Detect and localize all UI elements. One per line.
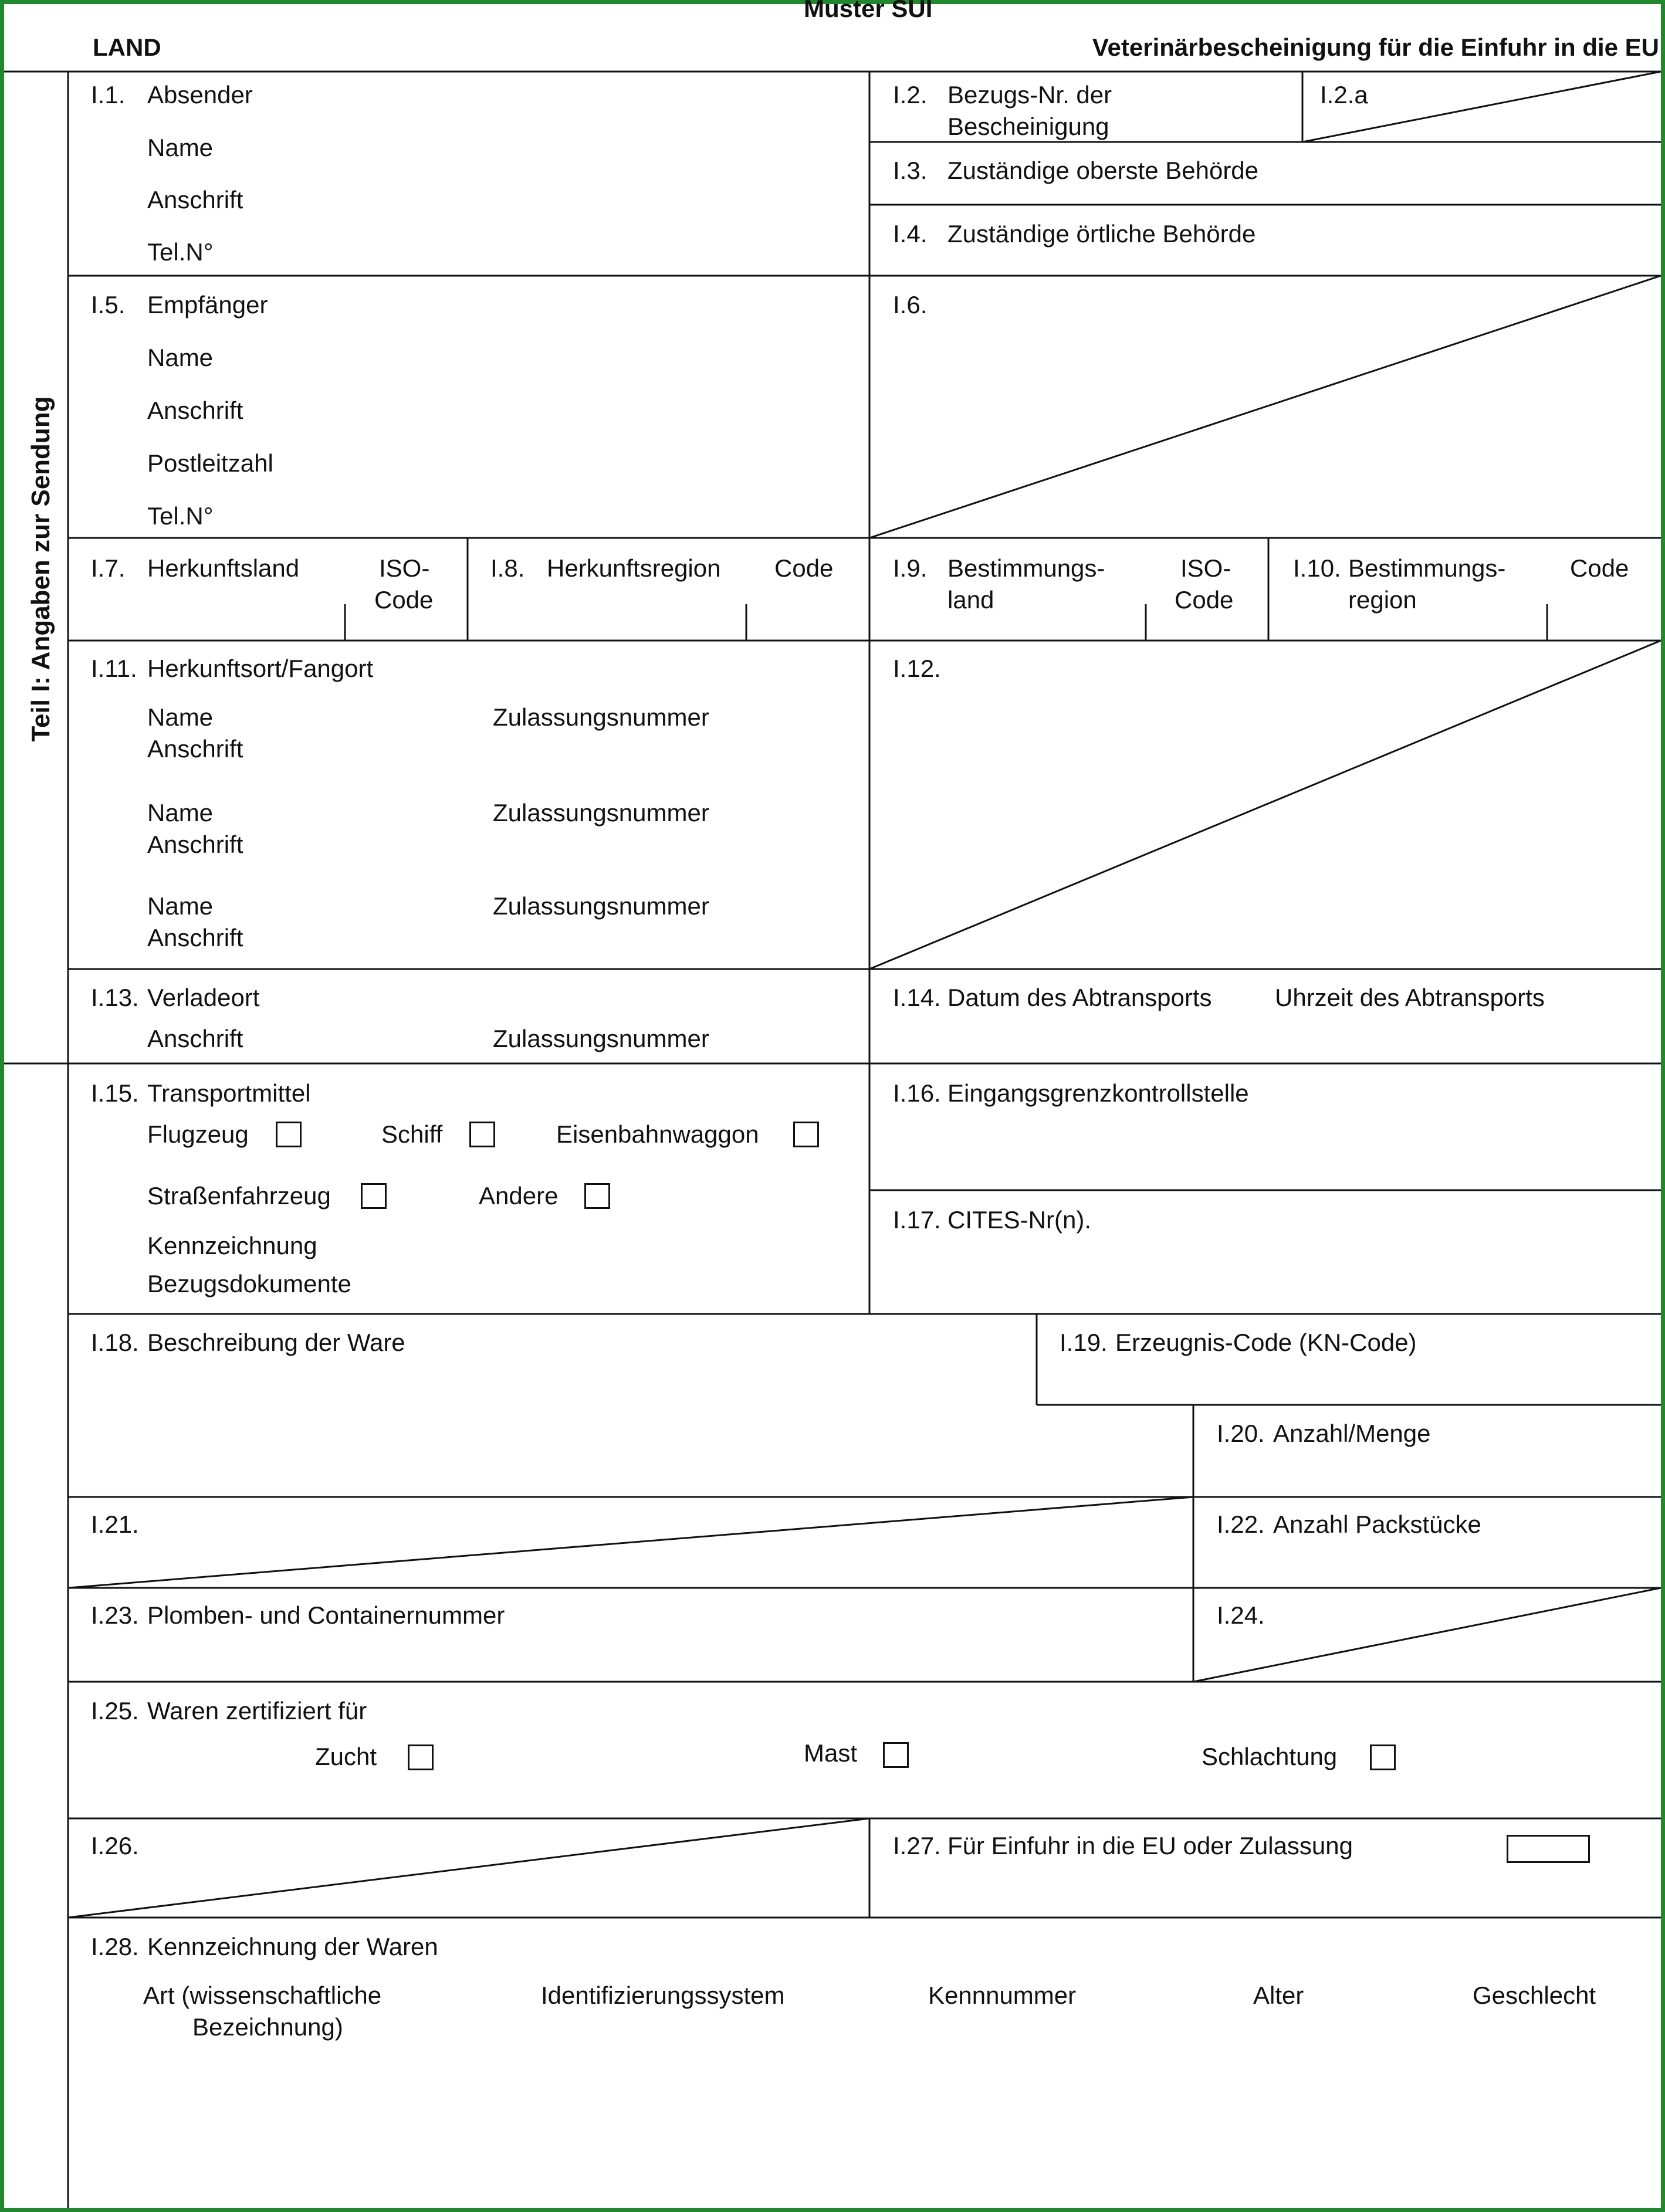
other-label: Andere [479, 1182, 559, 1210]
address-label: Anschrift [147, 831, 243, 858]
address-label: Anschrift [147, 735, 243, 763]
box-title-line-2: region [1348, 586, 1417, 614]
other-checkbox[interactable] [584, 1183, 610, 1209]
box-title: Herkunftsort/Fangort [147, 655, 374, 682]
departure-time-label: Uhrzeit des Abtransports [1275, 984, 1545, 1011]
iso-code-line-2: Code [1175, 586, 1234, 614]
approval-number-label: Zulassungsnummer [493, 703, 709, 731]
identification-label: Kennzeichnung [147, 1232, 317, 1259]
documents-label: Bezugsdokumente [147, 1270, 351, 1298]
code-label: Code [1570, 554, 1629, 582]
box-title: CITES-Nr(n). [947, 1206, 1091, 1234]
box-title-line-2: Bescheinigung [947, 113, 1109, 140]
box-title: Absender [147, 81, 253, 109]
box-title: Herkunftsland [147, 554, 300, 582]
box-number: I.27. [893, 1832, 941, 1859]
box-title-line-1: Bestimmungs- [1348, 554, 1506, 582]
box-number: I.5. [91, 291, 126, 319]
address-label: Anschrift [147, 1025, 243, 1052]
name-label: Name [147, 134, 214, 161]
road-vehicle-label: Straßenfahrzeug [147, 1182, 331, 1210]
iso-code-line-1: ISO- [1180, 554, 1231, 582]
box-number: I.19. [1060, 1329, 1108, 1356]
box-title: Empfänger [147, 291, 268, 319]
age-header: Alter [1253, 1981, 1304, 2009]
box-number: I.16. [893, 1079, 941, 1107]
box-title: Zuständige oberste Behörde [947, 157, 1259, 184]
ship-label: Schiff [381, 1120, 443, 1148]
sex-header: Geschlecht [1473, 1981, 1596, 2009]
box-number: I.25. [91, 1697, 139, 1725]
name-label: Name [147, 344, 214, 371]
species-header-line-1: Art (wissenschaftliche [143, 1981, 382, 2009]
address-label: Anschrift [147, 924, 243, 951]
box-title: Beschreibung der Ware [147, 1329, 405, 1356]
box-number: I.3. [893, 157, 928, 184]
box-number: I.18. [91, 1329, 139, 1356]
aircraft-checkbox[interactable] [276, 1122, 302, 1147]
box-title-line-1: Bezugs-Nr. der [947, 81, 1112, 109]
box-number: I.1. [91, 81, 126, 109]
box-i2a-number: I.2.a [1320, 81, 1368, 109]
tel-label: Tel.N° [147, 502, 214, 530]
iso-code-line-2: Code [374, 586, 434, 614]
ship-checkbox[interactable] [469, 1122, 495, 1147]
section-label-part-1: Teil I: Angaben zur Sendung [26, 396, 55, 742]
box-title: Anzahl Packstücke [1273, 1510, 1481, 1538]
box-number: I.11. [91, 655, 137, 682]
box-title: Herkunftsregion [547, 554, 721, 582]
approval-number-label: Zulassungsnummer [493, 1025, 709, 1052]
box-number: I.7. [91, 554, 126, 582]
breeding-checkbox[interactable] [408, 1744, 434, 1770]
box-number: I.4. [893, 220, 928, 248]
code-label: Code [774, 554, 834, 582]
road-vehicle-checkbox[interactable] [361, 1183, 387, 1209]
fattening-label: Mast [804, 1739, 858, 1767]
box-title: Anzahl/Menge [1273, 1420, 1431, 1447]
box-title: Kennzeichnung der Waren [147, 1933, 438, 1960]
railway-label: Eisenbahnwaggon [556, 1120, 759, 1148]
box-number: I.22. [1217, 1510, 1265, 1538]
tel-label: Tel.N° [147, 238, 214, 266]
box-i12-number: I.12. [893, 655, 941, 682]
box-i26-number: I.26. [91, 1832, 139, 1859]
box-number: I.23. [91, 1601, 139, 1629]
iso-code-line-1: ISO- [379, 554, 430, 582]
box-title: Verladeort [147, 984, 260, 1011]
breeding-label: Zucht [315, 1743, 377, 1770]
certificate-title: Veterinärbescheinigung für die Einfuhr in die EU [1092, 33, 1659, 61]
aircraft-label: Flugzeug [147, 1120, 249, 1148]
departure-date-label: Datum des Abtransports [947, 984, 1212, 1011]
box-title: Plomben- und Containernummer [147, 1601, 505, 1629]
box-number: I.15. [91, 1079, 139, 1107]
import-admission-field[interactable] [1507, 1835, 1590, 1863]
box-number: I.20. [1217, 1420, 1265, 1447]
model-title: Muster SUI [804, 0, 933, 22]
id-number-header: Kennnummer [928, 1981, 1077, 2009]
country-label: LAND [93, 33, 161, 61]
box-title: Zuständige örtliche Behörde [947, 220, 1256, 248]
approval-number-label: Zulassungsnummer [493, 799, 709, 826]
box-title: Eingangsgrenzkontrollstelle [947, 1079, 1249, 1107]
slaughter-label: Schlachtung [1202, 1743, 1338, 1770]
box-title: Transportmittel [147, 1079, 311, 1107]
box-title: Für Einfuhr in die EU oder Zulassung [947, 1832, 1353, 1859]
box-number: I.2. [893, 81, 928, 109]
id-system-header: Identifizierungssystem [541, 1981, 785, 2009]
box-i24-number: I.24. [1217, 1601, 1265, 1629]
box-i21-number: I.21. [91, 1510, 139, 1538]
box-title-line-1: Bestimmungs- [947, 554, 1105, 582]
box-number: I.9. [893, 554, 928, 582]
railway-checkbox[interactable] [793, 1122, 819, 1147]
slaughter-checkbox[interactable] [1370, 1744, 1396, 1770]
box-number: I.13. [91, 984, 139, 1011]
name-label: Name [147, 799, 214, 826]
box-i6-number: I.6. [893, 291, 928, 319]
name-label: Name [147, 703, 214, 731]
box-number: I.17. [893, 1206, 941, 1234]
box-number: I.14. [893, 984, 941, 1011]
address-label: Anschrift [147, 397, 243, 424]
box-title: Erzeugnis-Code (KN-Code) [1115, 1329, 1417, 1356]
approval-number-label: Zulassungsnummer [493, 892, 709, 920]
box-title-line-2: land [947, 586, 994, 614]
address-label: Anschrift [147, 186, 243, 214]
fattening-checkbox[interactable] [883, 1742, 909, 1768]
box-number: I.8. [490, 554, 525, 582]
box-number: I.10. [1293, 554, 1341, 582]
postcode-label: Postleitzahl [147, 449, 273, 477]
box-number: I.28. [91, 1933, 139, 1960]
species-header-line-2: Bezeichnung) [192, 2013, 343, 2041]
box-title: Waren zertifiziert für [147, 1697, 367, 1725]
name-label: Name [147, 892, 214, 920]
